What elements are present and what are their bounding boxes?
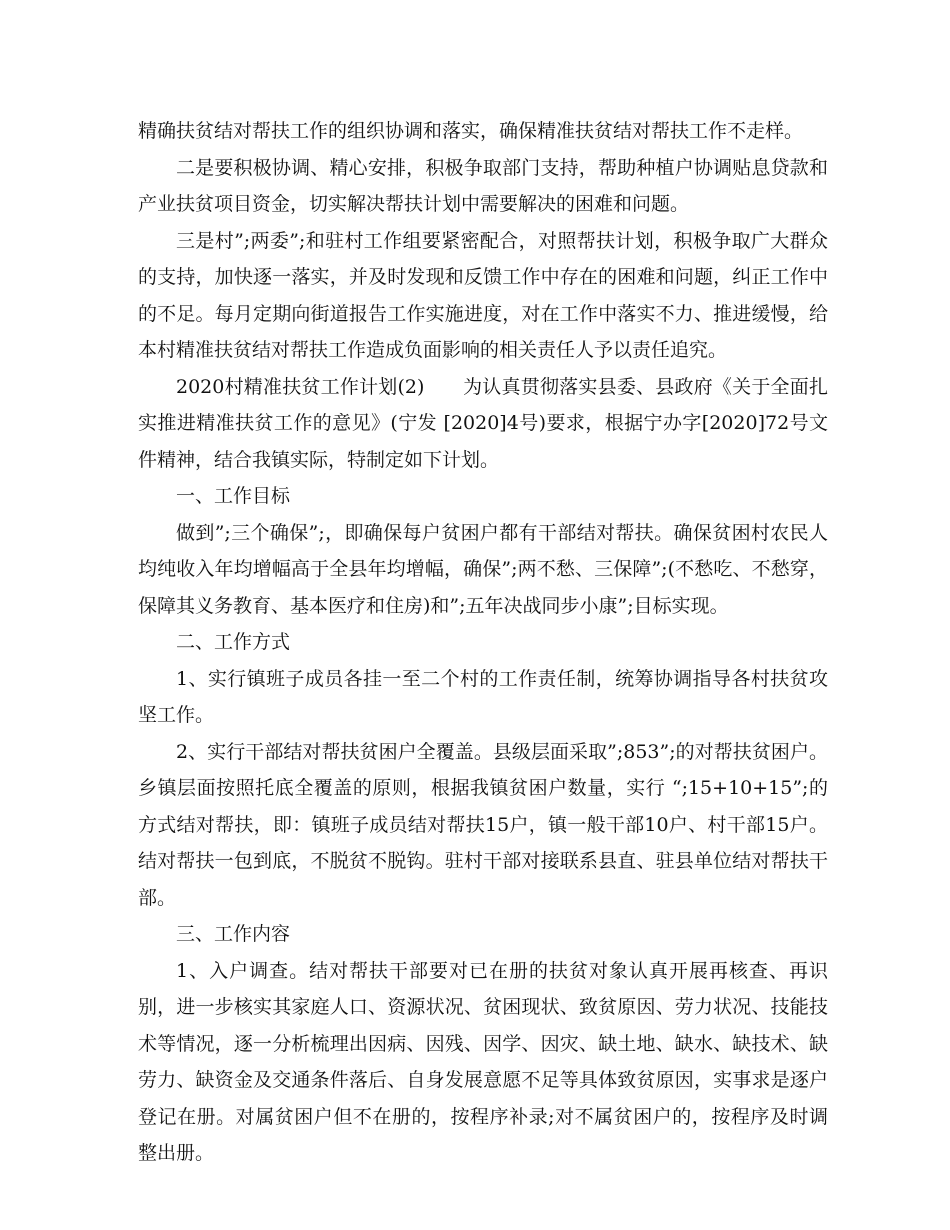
paragraph-goals: 做到”;三个确保”;，即确保每户贫困户都有干部结对帮扶。确保贫困村农民人均纯收入年均增幅高于全县年均增幅，确保”;两不愁、三保障”;(不愁吃、不愁穿，保障其义务教育、基本医疗和住房)和”;五年决战同步小康”;目标实现。 (138, 521, 828, 617)
paragraph-method-1: 1、实行镇班子成员各挂一至二个村的工作责任制，统筹协调指导各村扶贫攻坚工作。 (138, 667, 828, 726)
document-body (138, 113, 828, 1172)
paragraph-continuation: 精确扶贫结对帮扶工作的组织协调和落实，确保精准扶贫结对帮扶工作不走样。 (138, 120, 804, 142)
paragraph-plan-intro: 2020村精准扶贫工作计划(2) 为认真贯彻落实县委、县政府《关于全面扎实推进精准扶贫工作的意见》(宁发 [2020]4号)要求，根据宁办字[2020]72号文件精神，结合我镇实际，特制定如下计划。 (138, 375, 828, 471)
paragraph-method-2: 2、实行干部结对帮扶贫困户全覆盖。县级层面采取”;853”;的对帮扶贫困户。乡镇层面按照托底全覆盖的原则，根据我镇贫困户数量，实行 “;15+10+15”;的方式结对帮扶，即：镇班子成员结对帮扶15户，镇一般干部10户、村干部15户。结对帮扶一包到底，不脱贫不脱钩。驻村干部对接联系县直、驻县单位结对帮扶干部。 (138, 740, 828, 909)
paragraph-third-point: 三是村”;两委”;和驻村工作组要紧密配合，对照帮扶计划，积极争取广大群众的支持，加快逐一落实，并及时发现和反馈工作中存在的困难和问题，纠正工作中的不足。每月定期向街道报告工作实施进度，对在工作中落实不力、推进缓慢，给本村精准扶贫结对帮扶工作造成负面影响的相关责任人予以责任追究。 (138, 229, 828, 361)
section-heading-methods: 二、工作方式 (176, 631, 291, 653)
paragraph-content-1: 1、入户调查。结对帮扶干部要对已在册的扶贫对象认真开展再核查、再识别，进一步核实其家庭人口、资源状况、贫困现状、致贫原因、劳力状况、技能技术等情况，逐一分析梳理出因病、因残、因学、因灾、缺土地、缺水、缺技术、缺劳力、缺资金及交通条件落后、自身发展意愿不足等具体致贫原因，实事求是逐户登记在册。对属贫困户但不在册的，按程序补录;对不属贫困户的，按程序及时调整出册。 (138, 959, 828, 1164)
paragraph-second-point: 二是要积极协调、精心安排，积极争取部门支持，帮助种植户协调贴息贷款和产业扶贫项目资金，切实解决帮扶计划中需要解决的困难和问题。 (138, 156, 828, 215)
section-heading-content: 三、工作内容 (176, 923, 291, 945)
section-heading-goals: 一、工作目标 (176, 485, 291, 507)
